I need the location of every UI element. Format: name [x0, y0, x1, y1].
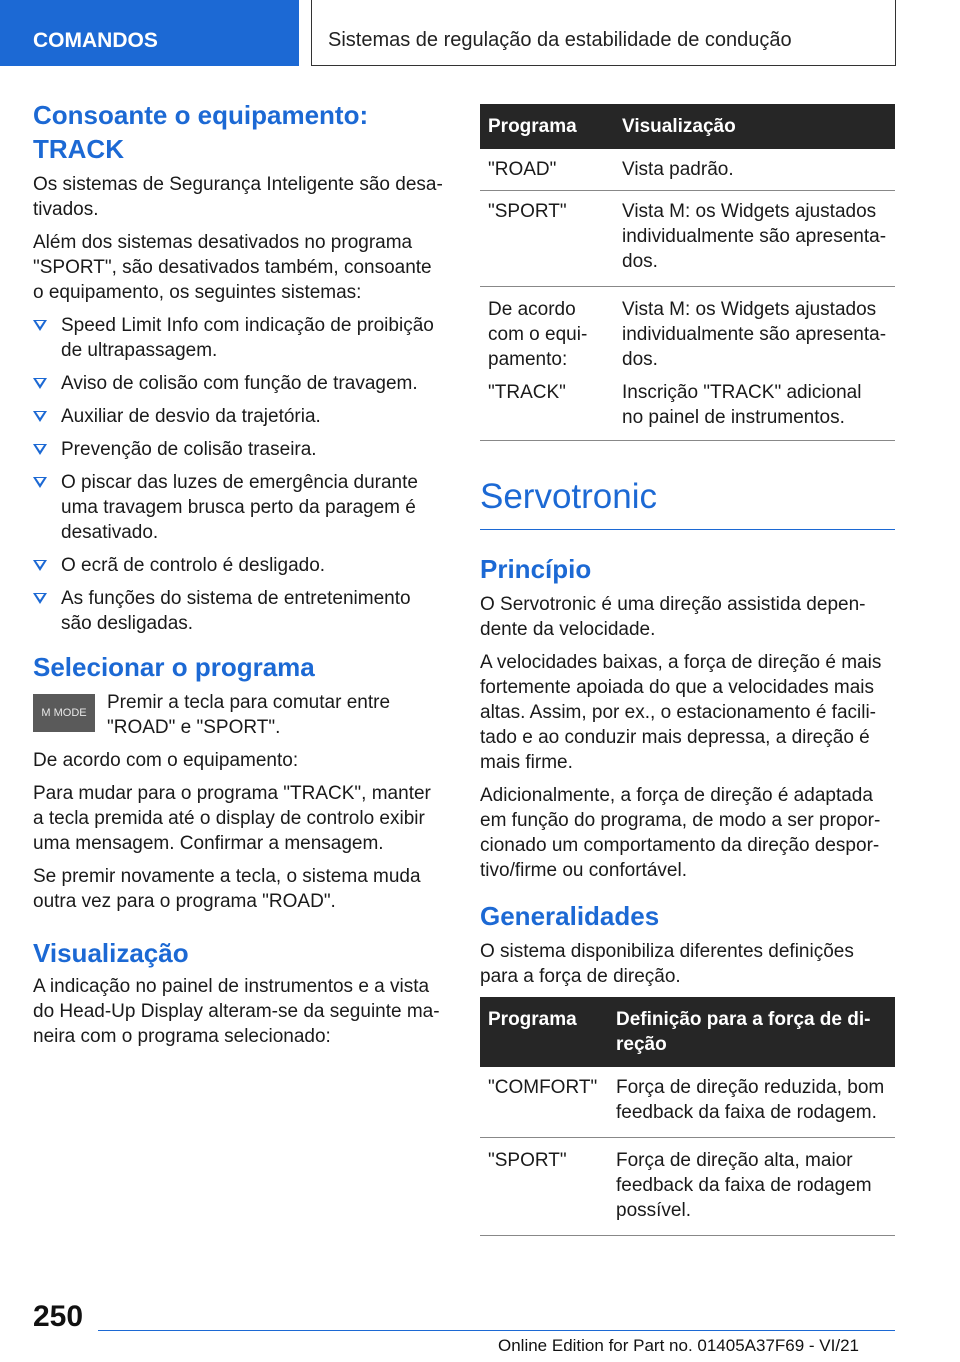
visualization-heading: Visualização — [33, 938, 189, 968]
table-row — [480, 1067, 895, 1138]
visualization-table — [480, 104, 895, 441]
servotronic-heading: Servotronic — [480, 475, 895, 530]
table-header-cell: Visualização — [614, 104, 895, 149]
list-item: O piscar das luzes de emergência durante uma travagem brusca perto da paragem é desativado. — [33, 470, 445, 545]
table-row — [480, 1138, 895, 1236]
table-cell: Vista M: os Widgets ajustados individualmente são apresenta-dos. — [614, 191, 895, 287]
page-header — [0, 0, 960, 66]
table-row — [480, 372, 895, 441]
arrow-bullet-icon — [33, 593, 47, 604]
table-cell: "SPORT" — [480, 191, 614, 287]
left-column — [33, 98, 445, 1057]
principle-paragraph-1: O Servotronic é uma direção assistida depen-dente da velocidade. — [480, 594, 866, 640]
list-item: Aviso de colisão com função de travagem. — [33, 371, 445, 396]
arrow-bullet-icon — [33, 477, 47, 488]
chapter-title: Sistemas de regulação da estabilidade de condução — [311, 0, 896, 66]
principle-heading: Princípio — [480, 554, 592, 584]
arrow-bullet-icon — [33, 378, 47, 389]
table-row — [480, 191, 895, 287]
arrow-bullet-icon — [33, 411, 47, 422]
list-item: O ecrã de controlo é desligado. — [33, 553, 445, 578]
list-item: Speed Limit Info com indicação de proibição de ultrapassagem. — [33, 313, 445, 363]
table-row — [480, 287, 895, 373]
general-paragraph: O sistema disponibiliza diferentes definições para a força de direção. — [480, 941, 854, 987]
table-header-cell: Programa — [480, 997, 608, 1067]
table-cell: "ROAD" — [480, 149, 614, 191]
table-cell: "TRACK" — [480, 372, 614, 441]
table-cell: Força de direção reduzida, bom feedback da faixa de rodagem. — [608, 1067, 895, 1138]
principle-paragraph-3: Adicionalmente, a força de direção é adaptada em função do programa, de modo a ser propor-cionado um comportamento da direção despor-tivo/firme ou confortável. — [480, 785, 881, 881]
general-heading: Generalidades — [480, 901, 660, 931]
track-paragraph-2: Além dos sistemas desativados no programa "SPORT", são desativados também, consoante o equipamento, os seguintes sistemas: — [33, 232, 432, 303]
table-header-row — [480, 104, 895, 149]
select-program-heading: Selecionar o programa — [33, 652, 315, 682]
right-column — [480, 104, 895, 1236]
list-item: Prevenção de colisão traseira. — [33, 437, 445, 462]
track-paragraph-1: Os sistemas de Segurança Inteligente são desa-tivados. — [33, 174, 443, 220]
footer-divider — [98, 1330, 895, 1331]
list-item: Auxiliar de desvio da trajetória. — [33, 404, 445, 429]
table-cell: Inscrição "TRACK" adicional no painel de instrumentos. — [614, 372, 895, 441]
table-cell: "SPORT" — [480, 1138, 608, 1236]
arrow-bullet-icon — [33, 560, 47, 571]
table-cell: Força de direção alta, maior feedback da faixa de rodagem possível. — [608, 1138, 895, 1236]
page-number: 250 — [33, 1300, 84, 1333]
list-item: As funções do sistema de entretenimento são desligadas. — [33, 586, 445, 636]
arrow-bullet-icon — [33, 444, 47, 455]
table-cell: De acordo com o equi-pamento: — [488, 299, 588, 370]
table-header-cell: Definição para a força de di-reção — [608, 997, 895, 1067]
table-row — [480, 149, 895, 191]
mmode-row — [33, 690, 445, 740]
select-paragraph-2: Para mudar para o programa "TRACK", manter a tecla premida até o display de controlo exibir uma mensagem. Confirmar a mensagem. — [33, 783, 431, 854]
visualization-paragraph: A indicação no painel de instrumentos e a vista do Head-Up Display alteram-se da seguinte ma-neira com o programa selecionado: — [33, 976, 440, 1047]
edition-note: Online Edition for Part no. 01405A37F69 - VI/21 — [498, 1336, 860, 1355]
table-header-cell: Programa — [480, 104, 614, 149]
track-heading: Consoante o equipamento: TRACK — [33, 100, 369, 164]
arrow-bullet-icon — [33, 320, 47, 331]
section-tab[interactable]: COMANDOS — [0, 0, 299, 66]
table-cell: "COMFORT" — [480, 1067, 608, 1138]
table-cell: Vista M: os Widgets ajustados individualmente são apresenta-dos. — [622, 299, 887, 370]
select-paragraph-3: Se premir novamente a tecla, o sistema muda outra vez para o programa "ROAD". — [33, 866, 421, 912]
disabled-systems-list — [33, 313, 445, 636]
principle-paragraph-2: A velocidades baixas, a força de direção é mais fortemente apoiada do que a velocidades mais altas. Assim, por ex., o estacionamento é facili-tado e ao conduzir mais depressa, a direção é mais firme. — [480, 652, 882, 773]
select-paragraph-1: De acordo com o equipamento: — [33, 750, 299, 771]
mmode-description: Premir a tecla para comutar entre "ROAD" e "SPORT". — [107, 692, 391, 738]
table-header-row — [480, 997, 895, 1067]
table-cell: Vista padrão. — [614, 149, 895, 191]
mmode-button-icon: M MODE — [33, 694, 95, 732]
steering-force-table — [480, 997, 895, 1236]
